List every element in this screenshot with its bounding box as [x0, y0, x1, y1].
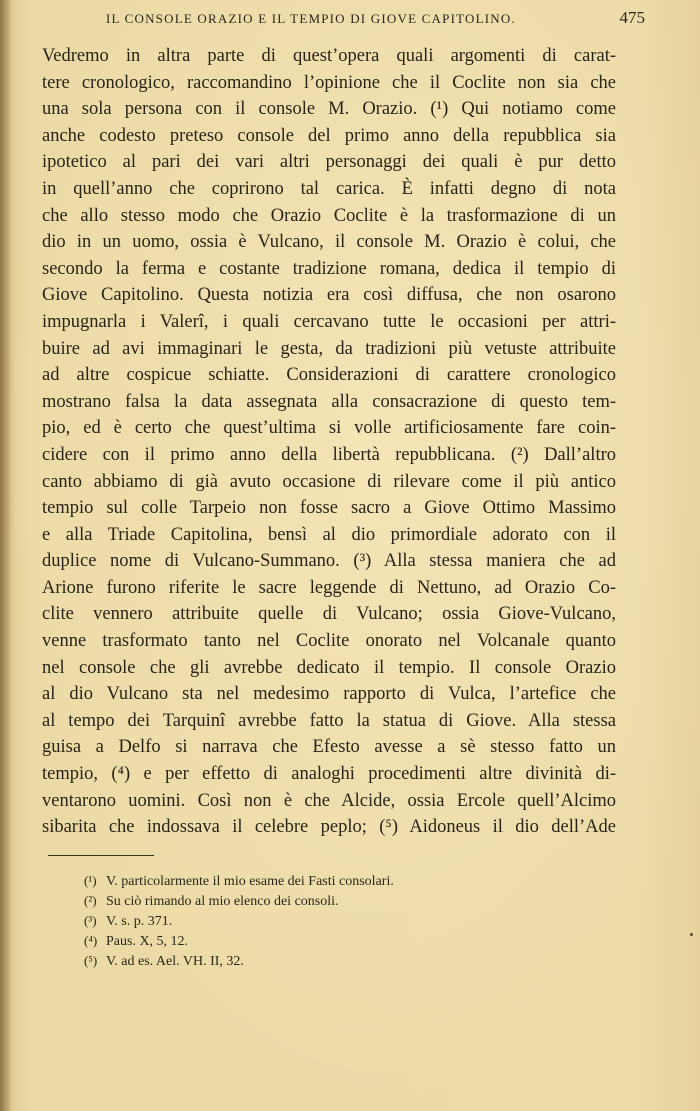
footnote-mark: (²) — [84, 893, 97, 908]
text-line: pio, ed è certo che quest’ultima si volle artificiosamente fare coin- — [42, 418, 616, 439]
text-line: che allo stesso modo che Orazio Coclite è la trasformazione di un — [42, 205, 616, 226]
text-line: e alla Triade Capitolina, bensì al dio primordiale adorato con il — [42, 524, 616, 545]
footnote-mark: (¹) — [84, 873, 97, 888]
text-line: nel console che gli avrebbe dedicato il tempio. Il console Orazio — [42, 657, 616, 678]
binding-edge — [0, 0, 12, 1111]
text-line: sibarita che indossava il celebre peplo; (⁵) Aidoneus il dio dell’Ade — [42, 817, 616, 838]
text-line: ad altre cospicue schiatte. Considerazioni di carattere cronologico — [42, 365, 616, 386]
text-line: Arione furono riferite le sacre leggende di Nettuno, ad Orazio Co- — [42, 577, 616, 598]
text-line: clite vennero attribuite quelle di Vulcano; ossia Giove-Vulcano, — [42, 604, 616, 625]
text-line: Giove Capitolino. Questa notizia era così diffusa, che non osarono — [42, 285, 616, 306]
footnote-mark: (⁴) — [84, 933, 98, 948]
footnote — [84, 911, 394, 931]
text-line: al dio Vulcano sta nel medesimo rapporto di Vulca, l’artefice che — [42, 684, 616, 705]
text-line: anche codesto preteso console del primo anno della repubblica sia — [42, 125, 616, 146]
footnote — [84, 891, 394, 911]
text-line: guisa a Delfo si narrava che Efesto avesse a sè stesso fatto un — [42, 737, 616, 758]
text-line: una sola persona con il console M. Orazio. (¹) Qui notiamo come — [42, 99, 616, 120]
footnote — [84, 951, 394, 971]
text-line: tere cronologico, raccomandino l’opinione che il Coclite non sia che — [42, 72, 616, 93]
footnote — [84, 871, 394, 891]
footnote-mark: (³) — [84, 913, 97, 928]
text-line: in quell’anno che coprirono tal carica. È infatti degno di nota — [42, 178, 616, 199]
footnote — [84, 931, 394, 951]
paper-speck — [690, 933, 693, 936]
text-line: canto abbiamo di già avuto occasione di rilevare come il più antico — [42, 471, 616, 492]
text-line: ventarono uomini. Così non è che Alcide, ossia Ercole quell’Alcimo — [42, 790, 616, 811]
footnote-text: V. particolarmente il mio esame dei Fasti consolari. — [106, 874, 394, 889]
text-line: secondo la ferma e costante tradizione romana, dedica il tempio di — [42, 258, 616, 279]
page-number: 475 — [619, 8, 645, 27]
text-line: cidere con il primo anno della libertà repubblicana. (²) Dall’altro — [42, 444, 616, 465]
body-text — [42, 43, 616, 841]
text-line: tempio sul colle Tarpeio non fosse sacro a Giove Ottimo Massimo — [42, 498, 616, 519]
footnote-text: Paus. X, 5, 12. — [106, 934, 189, 949]
text-line: venne trasformato tanto nel Coclite onorato nel Volcanale quanto — [42, 631, 616, 652]
text-line: Vedremo in altra parte di quest’opera quali argomenti di carat- — [42, 46, 616, 66]
footnote-text: Su ciò rimando al mio elenco dei consoli. — [106, 894, 339, 909]
footnote-rule — [48, 855, 154, 856]
footnote-text: V. ad es. Ael. VH. II, 32. — [106, 954, 244, 969]
footnotes — [84, 871, 394, 971]
text-line: dio in un uomo, ossia è Vulcano, il console M. Orazio è colui, che — [42, 232, 616, 253]
footnote-text: V. s. p. 371. — [106, 914, 173, 929]
text-line: impugnarla i Valerî, i quali cercavano tutte le occasioni per attri- — [42, 311, 616, 332]
running-head: IL CONSOLE ORAZIO E IL TEMPIO DI GIOVE CAPITOLINO. — [106, 11, 516, 26]
text-line: buire ad avi immaginari le gesta, da tradizioni più vetuste attribuite — [42, 338, 616, 359]
text-line: duplice nome di Vulcano-Summano. (³) Alla stessa maniera che ad — [42, 551, 616, 572]
text-line: mostrano falsa la data assegnata alla consacrazione di questo tem- — [42, 391, 616, 412]
text-line: tempio, (⁴) e per effetto di analoghi procedimenti altre divinità di- — [42, 764, 616, 785]
footnote-mark: (⁵) — [84, 953, 98, 968]
text-line: ipotetico al pari dei vari altri personaggi dei quali è pur detto — [42, 152, 616, 173]
text-line: al tempo dei Tarquinî avrebbe fatto la statua di Giove. Alla stessa — [42, 710, 616, 731]
